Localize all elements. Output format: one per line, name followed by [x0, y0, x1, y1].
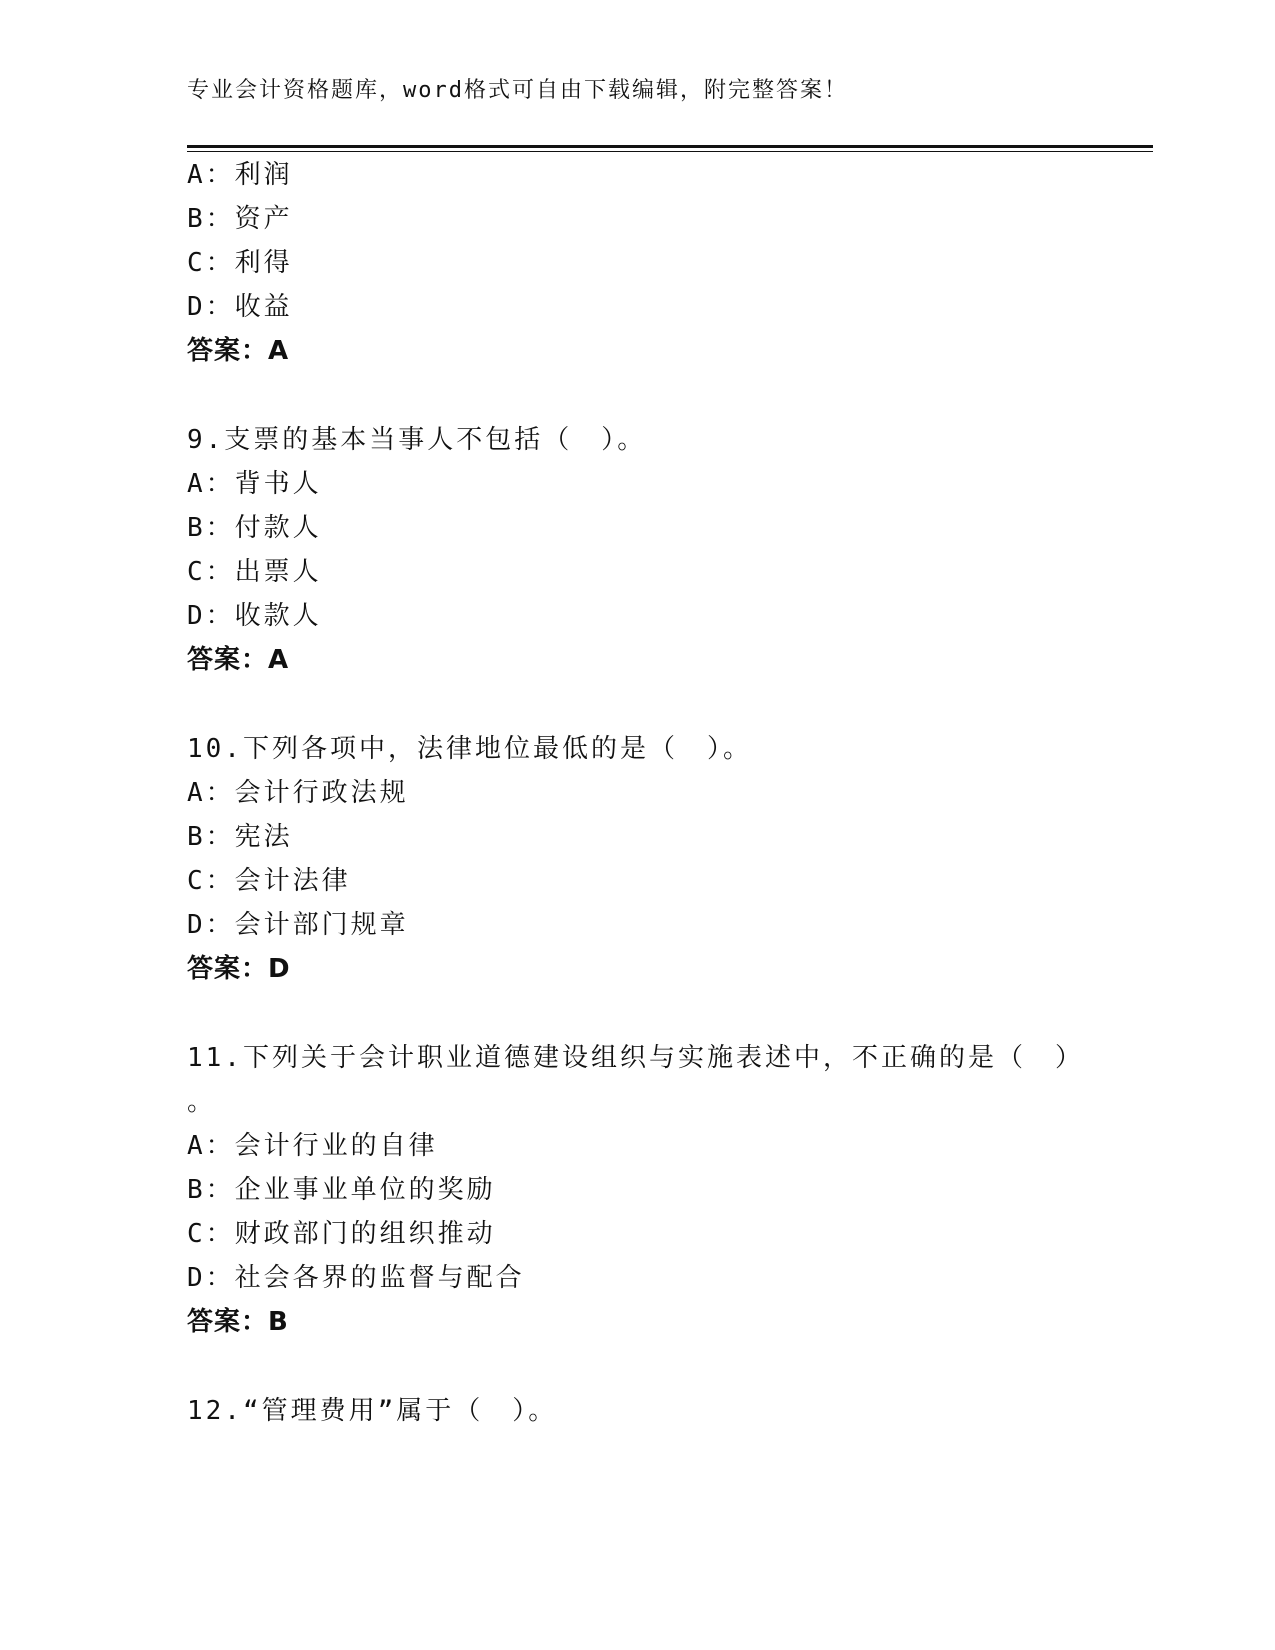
- q8-option-b: B：资产: [187, 204, 293, 234]
- header-rule-thick: [187, 145, 1153, 148]
- q12-question: 12.“管理费用”属于（ ）。: [187, 1396, 558, 1426]
- q9-option-b: B：付款人: [187, 513, 322, 543]
- q9-option-c: C：出票人: [187, 557, 322, 587]
- q10-option-a: A：会计行政法规: [187, 778, 409, 808]
- q8-option-c: C：利得: [187, 248, 293, 278]
- q11-option-a: A：会计行业的自律: [187, 1131, 438, 1161]
- q11-question-line2: 。: [187, 1087, 217, 1117]
- q10-question: 10.下列各项中，法律地位最低的是（ ）。: [187, 734, 752, 764]
- q11-answer: 答案：B: [187, 1307, 289, 1337]
- q10-option-b: B：宪法: [187, 822, 293, 852]
- q10-answer: 答案：D: [187, 954, 291, 984]
- q9-answer: 答案：A: [187, 645, 290, 675]
- q9-question: 9.支票的基本当事人不包括（ ）。: [187, 425, 647, 455]
- q8-answer: 答案：A: [187, 336, 290, 366]
- q11-option-d: D：社会各界的监督与配合: [187, 1263, 525, 1293]
- q11-option-c: C：财政部门的组织推动: [187, 1219, 496, 1249]
- page-header-text: 专业会计资格题库，word格式可自由下载编辑，附完整答案！: [187, 78, 848, 103]
- q9-option-a: A：背书人: [187, 469, 322, 499]
- q9-option-d: D：收款人: [187, 601, 322, 631]
- q11-question-line1: 11.下列关于会计职业道德建设组织与实施表述中，不正确的是（ ）: [187, 1043, 1084, 1073]
- q11-option-b: B：企业事业单位的奖励: [187, 1175, 496, 1205]
- header-rule-thin: [187, 151, 1153, 152]
- q10-option-d: D：会计部门规章: [187, 910, 409, 940]
- q8-option-a: A：利润: [187, 160, 293, 190]
- q10-option-c: C：会计法律: [187, 866, 351, 896]
- q8-option-d: D：收益: [187, 292, 293, 322]
